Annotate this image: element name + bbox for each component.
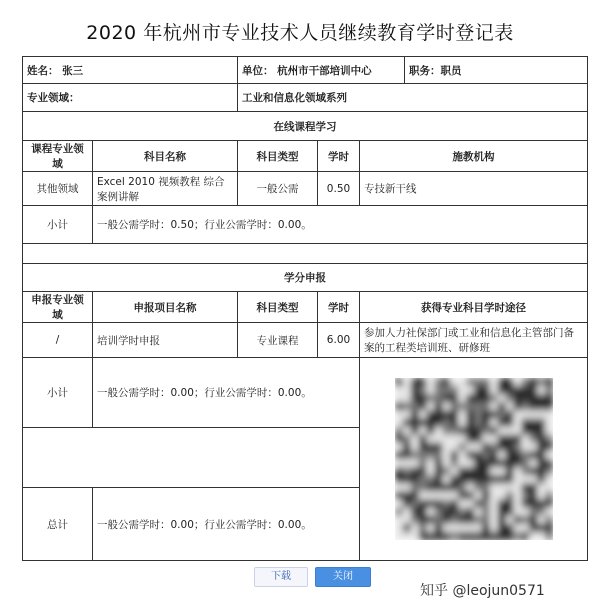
position-cell [405, 57, 588, 84]
online-course-institution: 专技新干线 [360, 172, 588, 206]
close-button[interactable]: 关闭 [315, 567, 371, 587]
online-course-domain: 其他领域 [23, 172, 93, 206]
field-value: 工业和信息化领域系列 [238, 84, 588, 112]
online-header-type: 科目类型 [238, 141, 318, 172]
online-course-type: 一般公需 [238, 172, 318, 206]
registration-table [22, 56, 588, 561]
qr-code-icon [395, 378, 553, 540]
credit-item-row [23, 323, 588, 358]
qr-code-cell [360, 358, 588, 561]
online-subtotal-text: 一般公需学时：0.50；行业公需学时：0.00。 [93, 206, 588, 244]
credit-header-name: 申报项目名称 [93, 292, 238, 323]
spacer-cell [23, 244, 588, 264]
online-section-header [23, 112, 588, 141]
credit-header-row [23, 292, 588, 323]
online-header-institution: 施教机构 [360, 141, 588, 172]
credit-item-domain: / [23, 323, 93, 358]
position-text: 职务：职员 [409, 64, 462, 77]
credit-item-name: 培训学时申报 [93, 323, 238, 358]
field-label: 专业领域： [23, 84, 238, 112]
credit-subtotal-row [23, 358, 588, 428]
online-header-row [23, 141, 588, 172]
page-title: 2020 年杭州市专业技术人员继续教育学时登记表 [86, 22, 514, 44]
credit-section-title: 学分申报 [23, 264, 588, 292]
credit-header-hours: 学时 [318, 292, 360, 323]
online-course-hours: 0.50 [318, 172, 360, 206]
unit-value: 杭州市干部培训中心 [277, 64, 372, 77]
online-header-hours: 学时 [318, 141, 360, 172]
credit-item-type: 专业课程 [238, 323, 318, 358]
info-row-field [23, 84, 588, 112]
total-text: 一般公需学时：0.00；行业公需学时：0.00。 [93, 488, 360, 561]
online-section-title: 在线课程学习 [23, 112, 588, 141]
credit-item-route: 参加人力社保部门或工业和信息化主管部门备案的工程类培训班、研修班 [360, 323, 588, 358]
online-subtotal-row [23, 206, 588, 244]
credit-subtotal-text: 一般公需学时：0.00；行业公需学时：0.00。 [93, 358, 360, 428]
credit-subtotal-label: 小计 [23, 358, 93, 428]
online-header-domain: 课程专业领域 [23, 141, 93, 172]
online-subtotal-label: 小计 [23, 206, 93, 244]
credit-item-hours: 6.00 [318, 323, 360, 358]
zhihu-watermark: 知乎 @leojun0571 [420, 583, 545, 599]
credit-header-domain: 申报专业领域 [23, 292, 93, 323]
name-text: 姓名： 张三 [27, 64, 84, 77]
total-label: 总计 [23, 488, 93, 561]
unit-cell [238, 57, 405, 84]
download-button[interactable]: 下载 [254, 567, 308, 587]
credit-section-header [23, 264, 588, 292]
credit-header-route: 获得专业科目学时途径 [360, 292, 588, 323]
spacer-row [23, 244, 588, 264]
online-header-name: 科目名称 [93, 141, 238, 172]
online-course-name: Excel 2010 视频教程 综合案例讲解 [93, 172, 238, 206]
credit-header-type: 科目类型 [238, 292, 318, 323]
credit-blank-cell [23, 428, 360, 488]
unit-label: 单位： [242, 64, 274, 77]
online-course-row [23, 172, 588, 206]
info-row-basic [23, 57, 588, 84]
name-cell [23, 57, 238, 84]
